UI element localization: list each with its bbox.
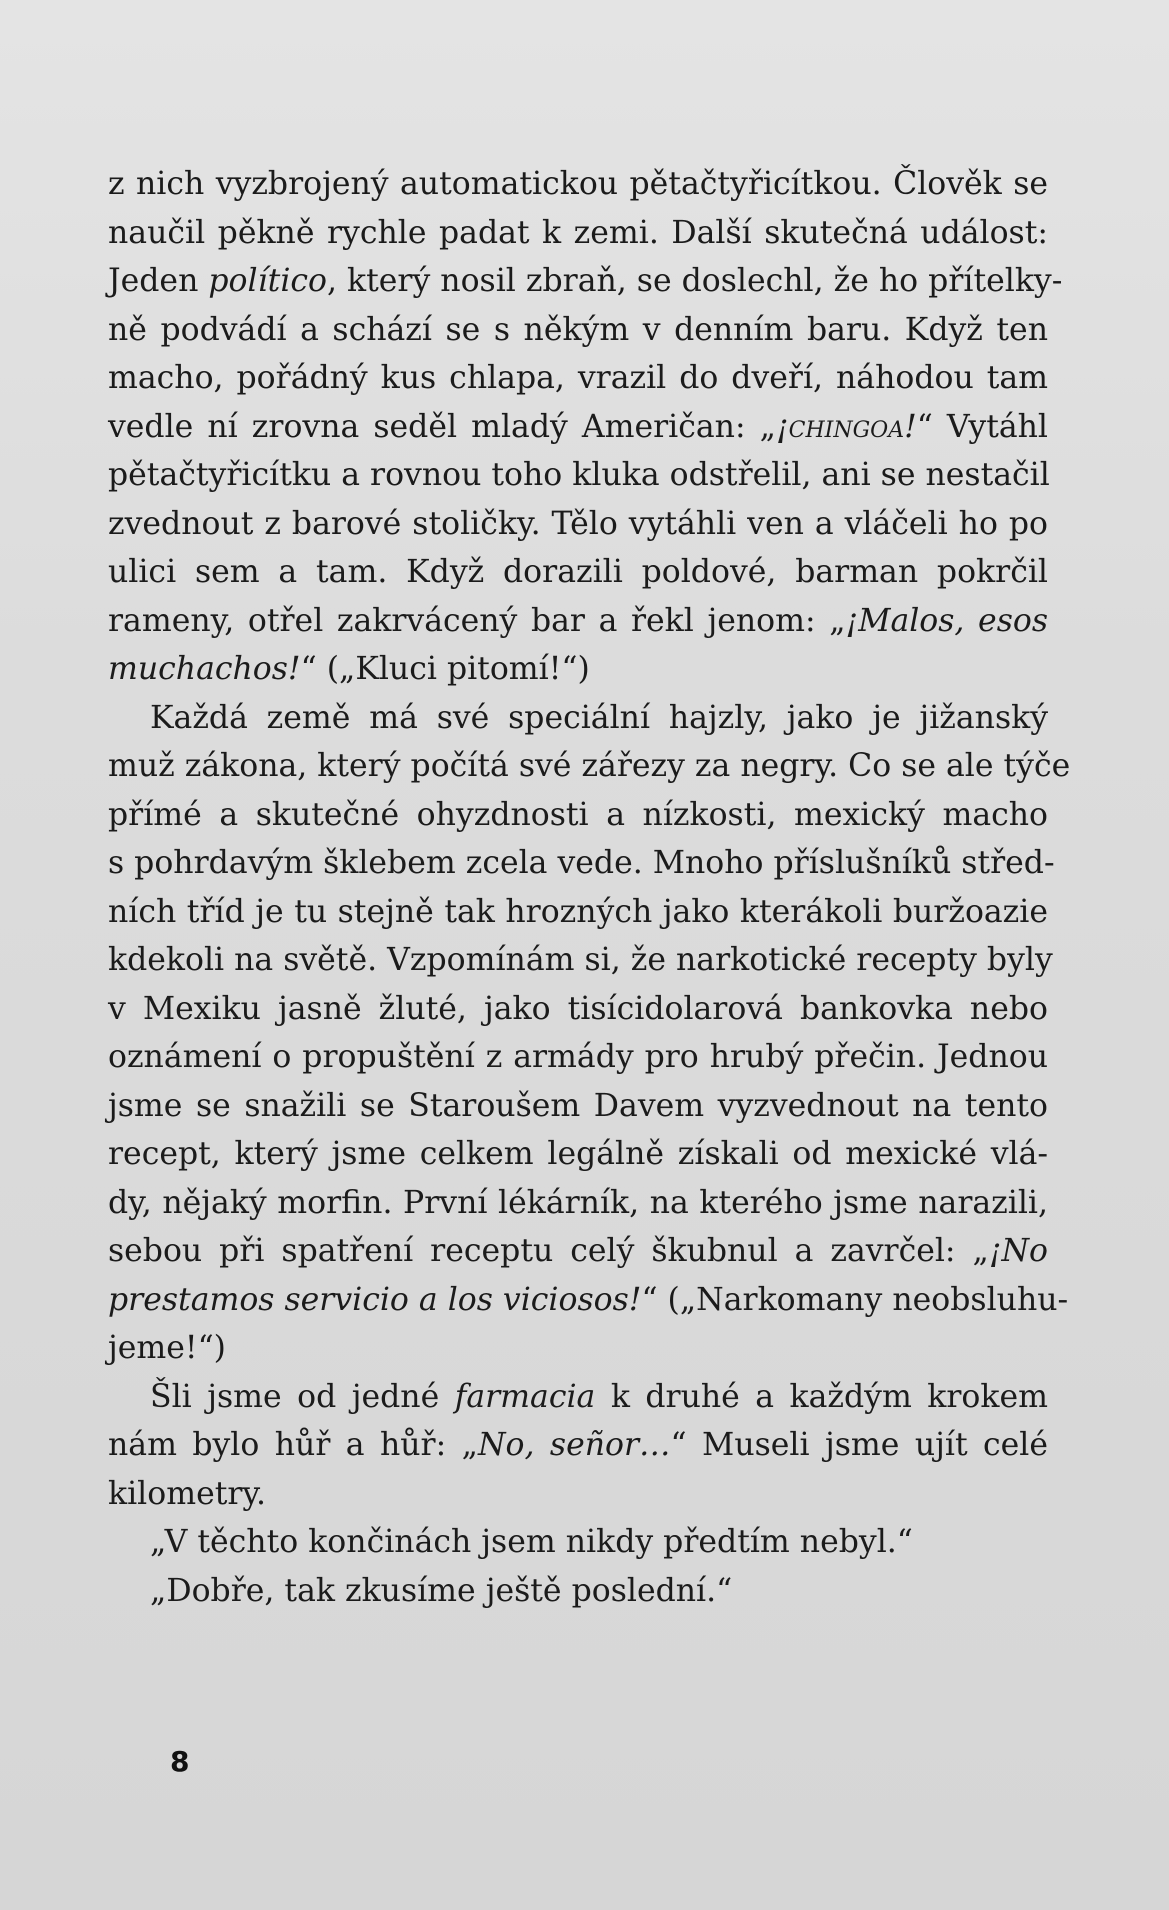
line-text: ulici sem a tam. Když dorazili poldové, barman pokrčil [108, 554, 1048, 590]
text-line [108, 403, 1048, 452]
line-text: kilometry. [108, 1475, 267, 1512]
italic-text: ¡Malos, esos [845, 602, 1048, 639]
line-text: dy, nějaký morfin. První lékárník, na kterého jsme narazili, [108, 1184, 1048, 1221]
text-line [108, 1082, 1048, 1131]
text-line [108, 839, 1055, 888]
line-text: jsme se snažili se Staroušem Davem vyzvednout na tento [108, 1087, 1048, 1124]
text-line [108, 548, 1048, 597]
line-text: s pohrdavým šklebem zcela vede. Mnoho příslušníků střed- [108, 845, 1055, 881]
text-line [108, 500, 1048, 549]
text-line [108, 888, 1048, 937]
text-line [108, 1470, 1048, 1519]
line-text: vedle ní zrovna seděl mladý Američan: „ [108, 408, 776, 445]
line-text: ních tříd je tu stejně tak hrozných jako kterákoli buržoazie [108, 893, 1048, 930]
line-text: “ („Narkomany neobsluhu- [641, 1281, 1069, 1318]
line-text: “ Vytáhl [916, 408, 1048, 445]
line-text: naučil pěkně rychle padat k zemi. Další skutečná událost: [108, 214, 1048, 251]
line-text: kdekoli na světě. Vzpomínám si, že narkotické recepty byly [108, 942, 1053, 978]
text-line [108, 1276, 1069, 1325]
line-text: ně podvádí a schází se s někým v denním baru. Když ten [108, 311, 1048, 348]
text-line [108, 1130, 1048, 1179]
line-text: Šli jsme od jedné [150, 1378, 455, 1415]
line-text: přímé a skutečné ohyzdnosti a nízkosti, mexický macho [108, 796, 1048, 833]
line-text: muž zákona, který počítá své zářezy za negry. Co se ale týče [108, 748, 1071, 784]
italic-text: ¡No [988, 1233, 1048, 1269]
text-line [108, 1518, 1048, 1567]
text-line [108, 936, 1053, 985]
text-line [108, 160, 1048, 209]
text-line [108, 306, 1048, 355]
line-text: Jeden [108, 263, 209, 299]
text-line [108, 791, 1048, 840]
line-text: „V těchto končinách jsem nikdy předtím nebyl.“ [150, 1524, 913, 1560]
italic-text: farmacia [454, 1378, 596, 1415]
line-text: pětačtyřicítku a rovnou toho kluka odstřelil, ani se nestačil [108, 457, 1050, 493]
line-text: sebou při spatření receptu celý škubnul a zavrčel: „ [108, 1233, 989, 1269]
italic-text: político [208, 263, 328, 299]
text-line [108, 597, 1048, 646]
line-text: macho, pořádný kus chlapa, vrazil do dveří, náhodou tam [108, 360, 1048, 396]
italic-text: muchachos! [108, 651, 301, 687]
text-line [108, 1324, 1048, 1373]
text-line [108, 451, 1048, 500]
line-text: “ Museli jsme ujít celé [670, 1427, 1049, 1463]
line-text: z nich vyzbrojený automatickou pětačtyřicítkou. Člověk se [108, 166, 1048, 202]
line-text: jeme!“) [108, 1330, 226, 1366]
text-line [108, 1179, 1048, 1228]
line-text: rameny, otřel zakrvácený bar a řekl jenom: „ [108, 602, 846, 639]
smallcaps-text: ¡chingoa! [775, 408, 917, 445]
text-line [108, 209, 1048, 258]
italic-text: prestamos servicio a los viciosos! [108, 1281, 642, 1318]
text-line [108, 645, 1048, 694]
text-line [108, 985, 1048, 1034]
text-line [108, 257, 1063, 306]
line-text: oznámení o propuštění z armády pro hrubý přečin. Jednou [108, 1039, 1048, 1075]
line-text: „Dobře, tak zkusíme ještě poslední.“ [150, 1572, 733, 1609]
line-text: , který nosil zbraň, se doslechl, že ho přítelky- [327, 263, 1063, 299]
line-text: v Mexiku jasně žluté, jako tisícidolarová bankovka nebo [108, 990, 1048, 1027]
line-text: zvednout z barové stoličky. Tělo vytáhli ven a vláčeli ho po [108, 505, 1048, 542]
page-number: 8 [170, 1745, 190, 1778]
body-text [108, 160, 1071, 1615]
text-line [108, 1421, 1048, 1470]
line-text: “ („Kluci pitomí!“) [300, 651, 590, 687]
text-line [108, 694, 1048, 743]
line-text: Každá země má své speciální hajzly, jako je jižanský [150, 699, 1048, 736]
text-line [108, 1033, 1048, 1082]
text-line [108, 1567, 1048, 1616]
line-text: k druhé a každým krokem [595, 1378, 1048, 1415]
text-line [108, 742, 1071, 791]
text-line [108, 354, 1048, 403]
line-text: recept, který jsme celkem legálně získali od mexické vlá- [108, 1136, 1048, 1172]
text-line [108, 1227, 1048, 1276]
text-line [108, 1373, 1048, 1422]
line-text: nám bylo hůř a hůř: „ [108, 1427, 478, 1463]
italic-text: No, señor… [477, 1427, 671, 1463]
